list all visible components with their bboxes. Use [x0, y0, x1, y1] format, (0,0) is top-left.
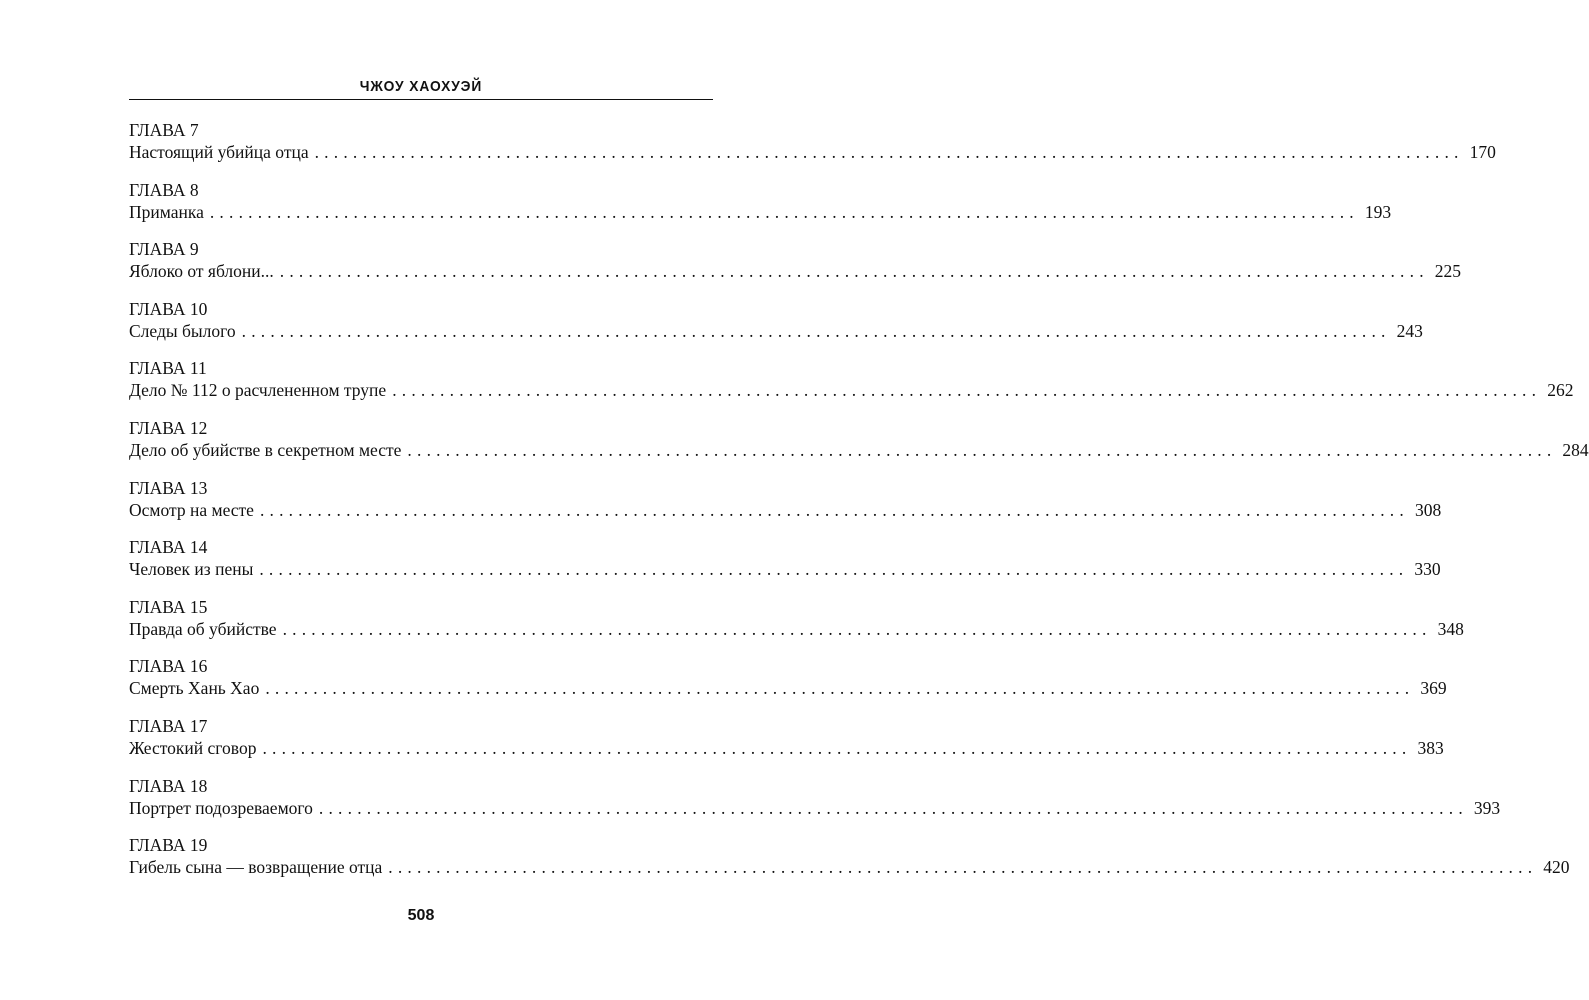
chapter-label: ГЛАВА 9	[129, 239, 199, 260]
chapter-title: Следы былого	[129, 320, 236, 341]
dot-leader: ........................................................................................................................	[388, 857, 1538, 878]
toc-entry	[129, 775, 1501, 836]
chapter-title: Яблоко от яблони...	[129, 261, 274, 282]
chapter-line	[129, 260, 1462, 282]
running-head: ЧЖОУ ХАОХУЭЙ	[359, 78, 483, 95]
page-number: 508	[407, 907, 435, 924]
chapter-title: Дело об убийстве в секретном месте	[129, 439, 402, 460]
chapter-label: ГЛАВА 17	[129, 715, 208, 736]
chapter-page-number: 369	[1420, 678, 1447, 699]
chapter-label: ГЛАВА 13	[129, 477, 208, 498]
toc-entry	[129, 715, 1444, 776]
chapter-page-number: 193	[1364, 201, 1392, 222]
dot-leader: ........................................................................................................................	[241, 320, 1391, 341]
chapter-page-number: 243	[1396, 320, 1423, 341]
chapter-title: Приманка	[129, 201, 204, 222]
toc-entry	[129, 120, 1496, 180]
dot-leader: ........................................................................................................................	[259, 559, 1409, 580]
chapter-label: ГЛАВА 16	[129, 656, 208, 677]
chapter-line	[129, 439, 1589, 461]
chapter-title: Правда об убийстве	[129, 618, 277, 639]
toc-entry	[129, 358, 1574, 418]
chapter-title: Дело № 112 о расчлененном трупе	[129, 380, 387, 401]
chapter-label: ГЛАВА 14	[129, 537, 208, 558]
chapter-line	[129, 737, 1444, 759]
dot-leader: ........................................................................................................................	[259, 499, 1409, 520]
chapter-label: ГЛАВА 8	[129, 179, 199, 200]
chapter-page-number: 262	[1547, 380, 1574, 401]
chapter-line	[129, 201, 1392, 223]
chapter-title: Гибель сына — возвращение отца	[129, 857, 383, 878]
dot-leader: ........................................................................................................................	[314, 142, 1464, 162]
toc-entry	[129, 179, 1392, 240]
dot-leader: ........................................................................................................................	[209, 201, 1359, 222]
dot-leader: ........................................................................................................................	[265, 678, 1415, 699]
chapter-label: ГЛАВА 18	[129, 775, 208, 796]
chapter-line	[129, 499, 1442, 521]
chapter-page-number: 330	[1414, 559, 1441, 580]
chapter-line	[129, 856, 1570, 878]
dot-leader: ........................................................................................................................	[392, 380, 1542, 401]
chapter-page-number: 284	[1562, 439, 1589, 460]
chapter-page-number: 308	[1414, 499, 1442, 520]
chapter-title: Осмотр на месте	[129, 499, 254, 520]
chapter-page-number: 383	[1417, 737, 1444, 758]
chapter-line	[129, 558, 1441, 580]
chapter-label: ГЛАВА 10	[129, 298, 208, 319]
chapter-line	[129, 797, 1501, 819]
chapter-line	[129, 379, 1574, 401]
toc-entry	[129, 298, 1423, 359]
chapter-title: Жестокий сговор	[129, 737, 257, 758]
toc-entry	[129, 596, 1464, 657]
toc-entry	[129, 417, 1589, 478]
chapter-label: ГЛАВА 19	[129, 835, 208, 856]
dot-leader: ........................................................................................................................	[407, 439, 1557, 460]
dot-leader: ........................................................................................................................	[262, 737, 1412, 758]
chapter-page-number: 225	[1434, 261, 1462, 282]
chapter-line	[129, 141, 1496, 163]
toc-entry	[129, 239, 1462, 299]
chapter-title: Человек из пены	[129, 559, 254, 580]
chapter-page-number: 420	[1543, 857, 1570, 878]
dot-leader: ........................................................................................................................	[282, 618, 1432, 639]
chapter-line	[129, 677, 1447, 699]
toc-entry	[129, 537, 1441, 597]
chapter-page-number: 170	[1469, 142, 1496, 162]
chapter-page-number: 393	[1473, 797, 1501, 818]
chapter-label: ГЛАВА 12	[129, 417, 208, 438]
chapter-title: Смерть Хань Хао	[129, 678, 260, 699]
chapter-line	[129, 320, 1423, 342]
chapter-page-number: 348	[1437, 618, 1464, 639]
toc-entry	[129, 835, 1570, 895]
dot-leader: ........................................................................................................................	[318, 797, 1468, 818]
chapter-label: ГЛАВА 15	[129, 596, 208, 617]
chapter-label: ГЛАВА 7	[129, 120, 199, 140]
chapter-title: Портрет подозреваемого	[129, 797, 313, 818]
header-rule	[129, 99, 713, 100]
toc-entry	[129, 656, 1447, 716]
table-of-contents	[129, 120, 1589, 895]
chapter-label: ГЛАВА 11	[129, 358, 207, 379]
dot-leader: ........................................................................................................................	[279, 261, 1429, 282]
toc-entry	[129, 477, 1442, 538]
chapter-line	[129, 618, 1464, 640]
chapter-title: Настоящий убийца отца	[129, 142, 309, 162]
